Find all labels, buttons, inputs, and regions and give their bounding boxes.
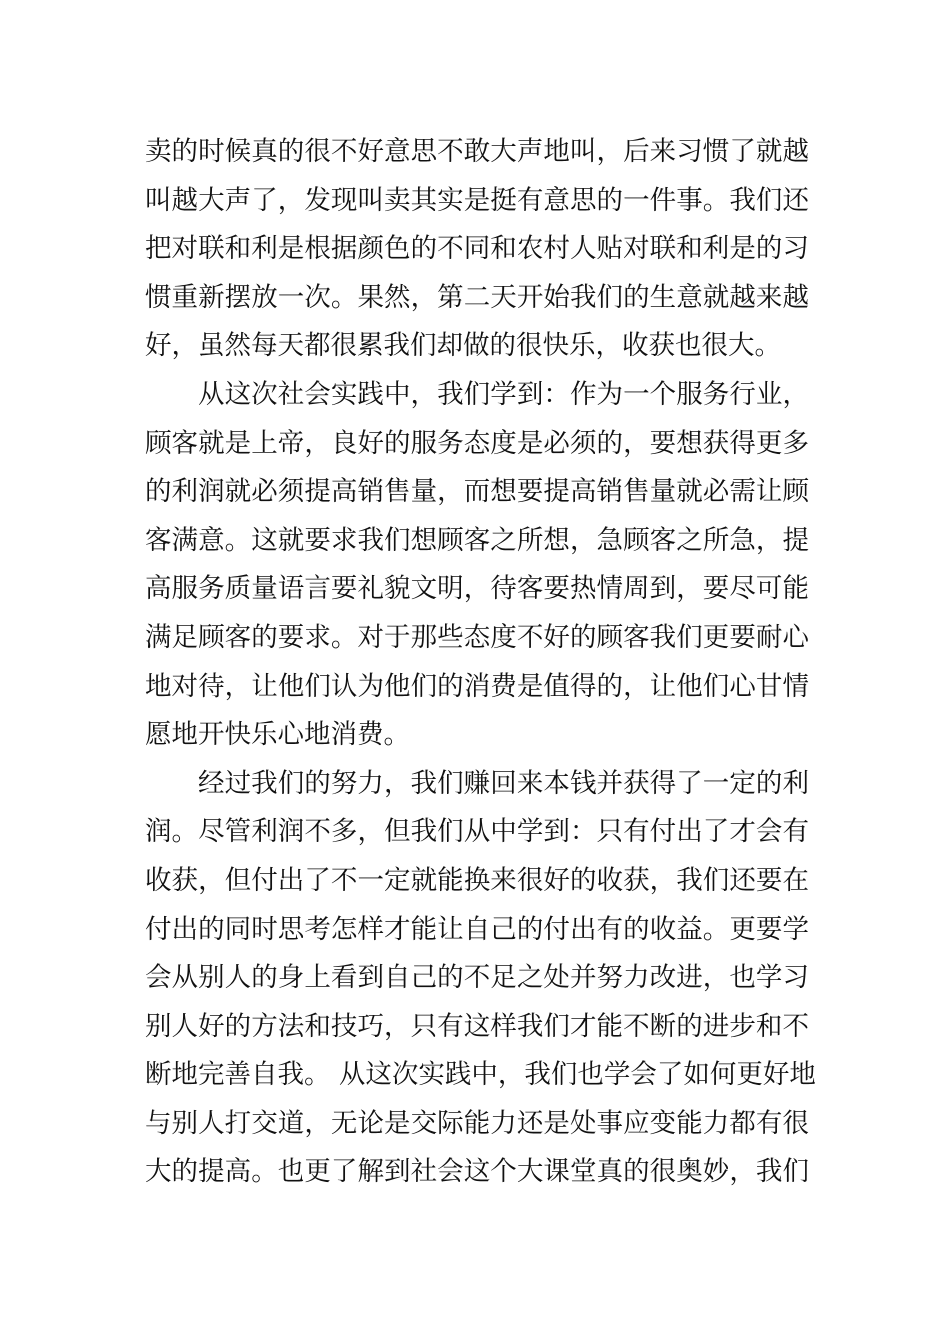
text-line: 经过我们的努力，我们赚回来本钱并获得了一定的利 (198, 767, 809, 799)
text-line: 客满意。这就要求我们想顾客之所想，急顾客之所急，提 (145, 524, 809, 556)
text-line: 愿地开快乐心地消费。 (145, 719, 410, 751)
text-line: 断地完善自我。 从这次实践中，我们也学会了如何更好地 (145, 1059, 816, 1091)
text-line: 付出的同时思考怎样才能让自己的付出有的收益。更要学 (145, 913, 809, 945)
text-line: 与别人打交道，无论是交际能力还是处事应变能力都有很 (145, 1107, 809, 1139)
text-line: 高服务质量语言要礼貌文明，待客要热情周到，要尽可能 (145, 573, 809, 605)
document-page (145, 128, 816, 1197)
text-line: 润。尽管利润不多，但我们从中学到：只有付出了才会有 (145, 816, 809, 848)
text-line: 大的提高。也更了解到社会这个大课堂真的很奥妙，我们 (145, 1156, 809, 1188)
text-line: 会从别人的身上看到自己的不足之处并努力改进，也学习 (145, 962, 809, 994)
text-line: 别人好的方法和技巧，只有这样我们才能不断的进步和不 (145, 1010, 809, 1042)
text-line: 满足顾客的要求。对于那些态度不好的顾客我们更要耐心 (145, 621, 809, 653)
text-line: 顾客就是上帝，良好的服务态度是必须的，要想获得更多 (145, 427, 809, 459)
text-line: 好，虽然每天都很累我们却做的很快乐，收获也很大。 (145, 330, 781, 362)
text-line: 把对联和利是根据颜色的不同和农村人贴对联和利是的习 (145, 233, 809, 265)
text-line: 从这次社会实践中，我们学到：作为一个服务行业， (198, 378, 809, 410)
text-line: 惯重新摆放一次。果然，第二天开始我们的生意就越来越 (145, 281, 809, 313)
text-line: 卖的时候真的很不好意思不敢大声地叫，后来习惯了就越 (145, 136, 809, 167)
text-line: 叫越大声了，发现叫卖其实是挺有意思的一件事。我们还 (145, 184, 809, 216)
text-line: 的利润就必须提高销售量，而想要提高销售量就必需让顾 (145, 476, 809, 508)
text-line: 地对待，让他们认为他们的消费是值得的，让他们心甘情 (145, 670, 809, 702)
text-line: 收获，但付出了不一定就能换来很好的收获，我们还要在 (145, 864, 809, 896)
